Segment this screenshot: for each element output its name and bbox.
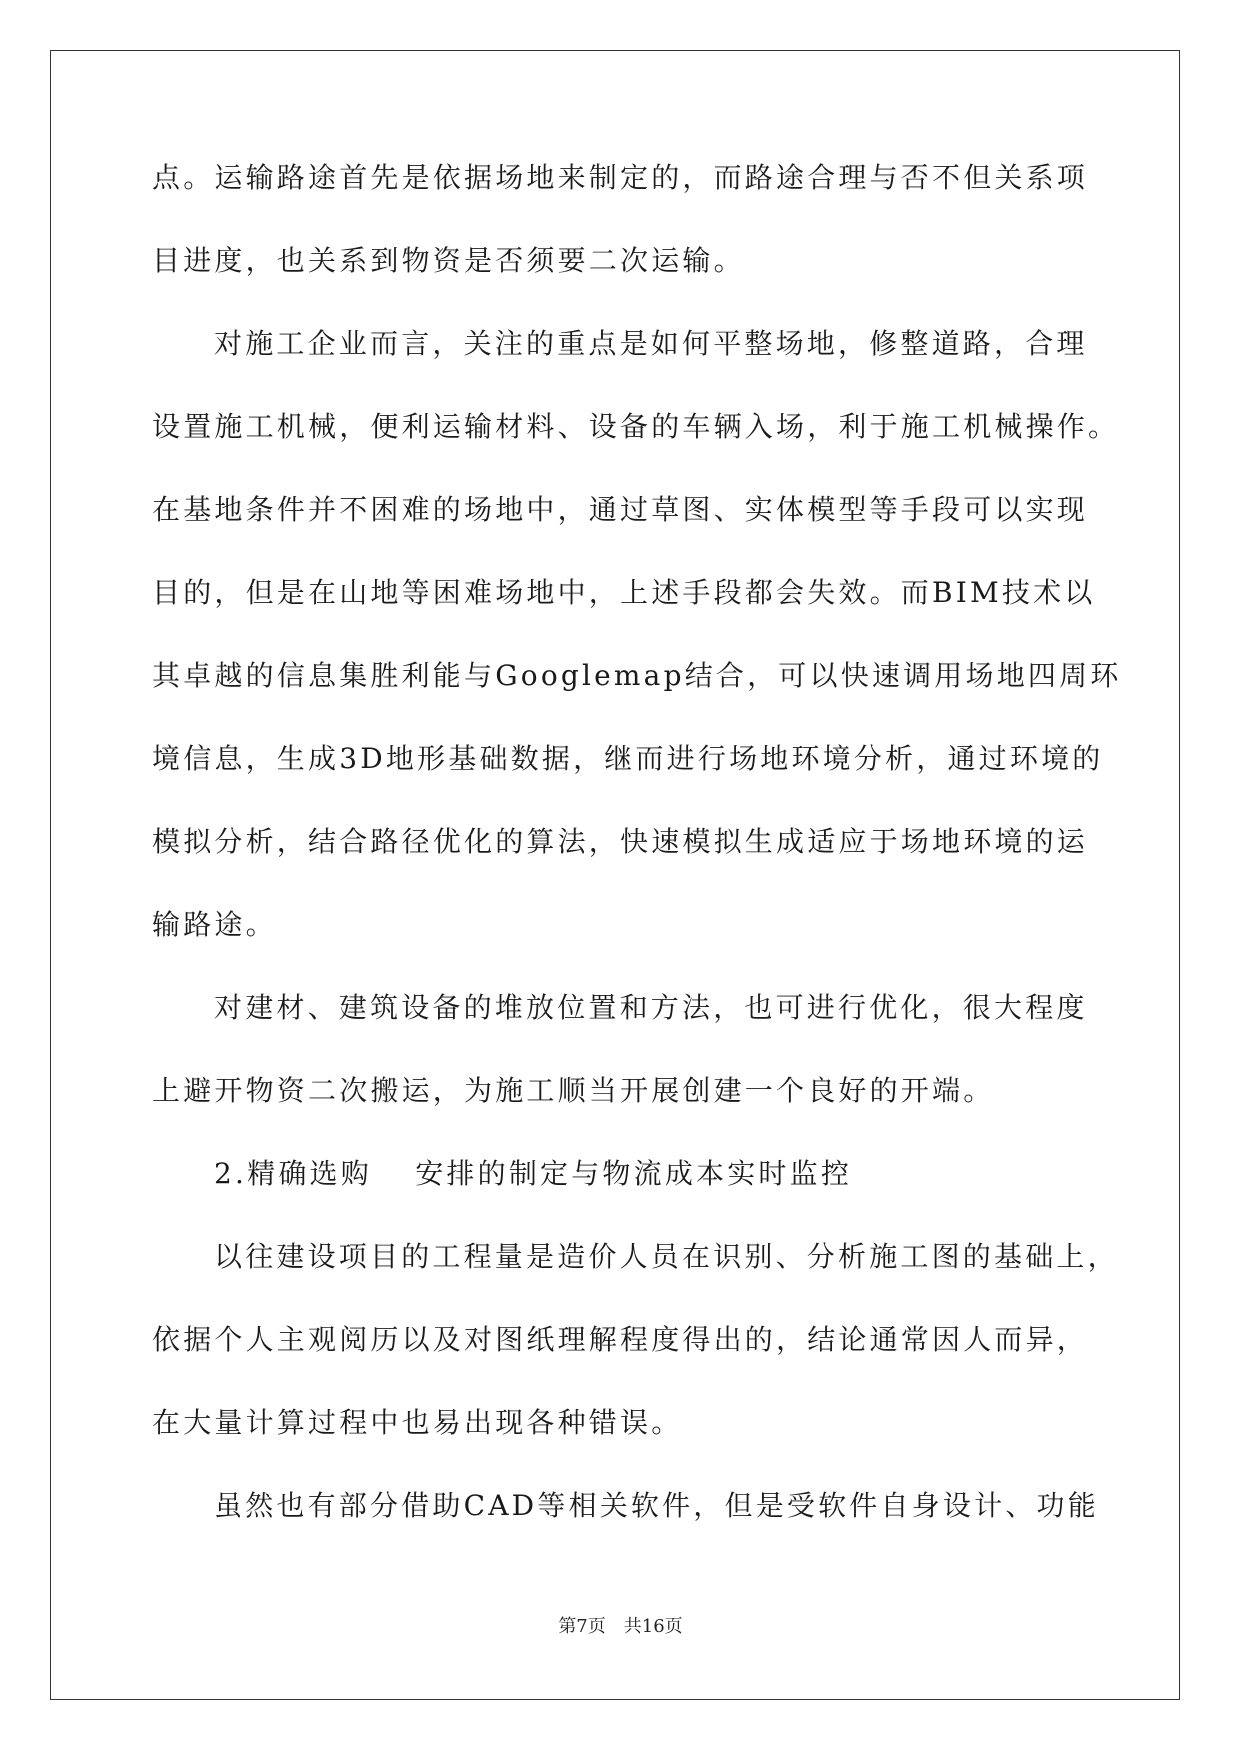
text-line: 在大量计算过程中也易出现各种错误。 xyxy=(152,1406,683,1439)
text-line: 输路途。 xyxy=(152,908,277,941)
document-body xyxy=(152,160,1122,1571)
text-line: 以往建设项目的工程量是造价人员在识别、分析施工图的基础上， xyxy=(214,1240,1119,1273)
text-line: 其卓越的信息集胜利能与Googlemap结合，可以快速调用场地四周环 xyxy=(152,659,1122,692)
text-line: 依据个人主观阅历以及对图纸理解程度得出的，结论通常因人而异， xyxy=(152,1323,1089,1356)
text-line: 对建材、建筑设备的堆放位置和方法，也可进行优化，很大程度 xyxy=(214,991,1088,1024)
page-number-current: 第7页 xyxy=(558,1616,606,1637)
text-line: 模拟分析，结合路径优化的算法，快速模拟生成适应于场地环境的运 xyxy=(152,825,1089,858)
section-heading: 2.精确选购 安排的制定与物流成本实时监控 xyxy=(214,1157,853,1190)
text-line: 在基地条件并不困难的场地中，通过草图、实体模型等手段可以实现 xyxy=(152,493,1089,526)
text-line: 虽然也有部分借助CAD等相关软件，但是受软件自身设计、功能 xyxy=(214,1489,1099,1522)
text-line: 目进度，也关系到物资是否须要二次运输。 xyxy=(152,244,745,277)
text-line: 对施工企业而言，关注的重点是如何平整场地，修整道路，合理 xyxy=(214,327,1088,360)
page-footer xyxy=(0,1612,1241,1638)
page-number-total: 共16页 xyxy=(623,1616,683,1637)
text-line: 设置施工机械，便利运输材料、设备的车辆入场，利于施工机械操作。 xyxy=(152,410,1120,443)
text-line: 点。运输路途首先是依据场地来制定的，而路途合理与否不但关系项 xyxy=(152,161,1089,194)
text-line: 目的，但是在山地等困难场地中，上述手段都会失效。而BIM技术以 xyxy=(152,576,1096,609)
text-line: 境信息，生成3D地形基础数据，继而进行场地环境分析，通过环境的 xyxy=(152,742,1104,775)
text-line: 上避开物资二次搬运，为施工顺当开展创建一个良好的开端。 xyxy=(152,1074,995,1107)
